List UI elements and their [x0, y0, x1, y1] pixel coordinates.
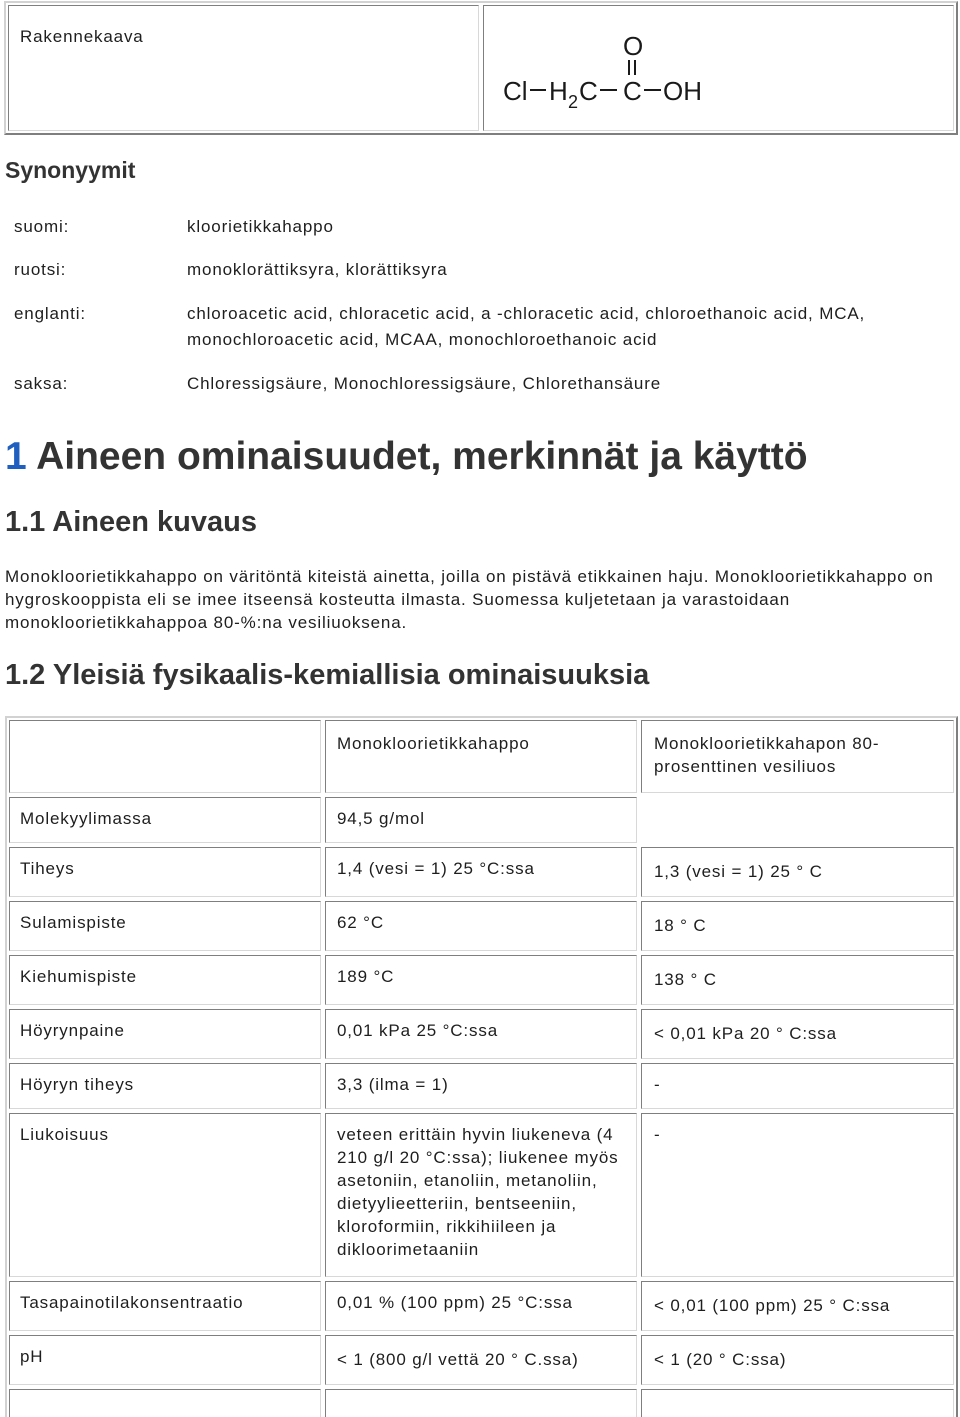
property-name-cell: Tiheys — [9, 847, 321, 897]
solution-value-cell: - — [641, 1063, 954, 1109]
solution-value-cell: 138 ° C — [641, 955, 954, 1005]
structure-label: Rakennekaava — [20, 27, 144, 46]
property-name-cell: Molekyylimassa — [9, 797, 321, 843]
section-number: 1 — [5, 435, 27, 478]
solution-empty-area — [641, 797, 954, 843]
pure-value-cell: 0,01 kPa 25 °C:ssa — [325, 1009, 637, 1059]
atom-cl: Cl — [503, 76, 528, 106]
pure-value-cell: 62 °C — [325, 901, 637, 951]
property-name-cell: Liukoisuus — [9, 1113, 321, 1277]
property-name-cell: Sulamispiste — [9, 901, 321, 951]
solution-value-cell: < 1 (20 ° C:ssa) — [641, 1335, 954, 1385]
property-name-cell: Höyryn tiheys — [9, 1063, 321, 1109]
header-empty-cell — [9, 720, 321, 793]
property-name-cell: Höyrynpaine — [9, 1009, 321, 1059]
structural-formula — [495, 30, 710, 115]
structure-label-cell — [8, 5, 479, 131]
property-name-cell: Kiehumispiste — [9, 955, 321, 1005]
empty-cell — [9, 1389, 321, 1417]
atom-o-carbonyl: O — [623, 31, 644, 61]
pure-value-cell: 94,5 g/mol — [325, 797, 637, 843]
property-name-cell: Tasapainotilakonsentraatio — [9, 1281, 321, 1331]
solution-value-cell: 18 ° C — [641, 901, 954, 951]
synonym-language: saksa: — [14, 374, 69, 393]
empty-cell — [641, 1389, 954, 1417]
atom-c-carbonyl: C — [623, 76, 642, 106]
synonym-names: chloroacetic acid, chloracetic acid, a -chloracetic acid, chloroethanoic acid, MCA, monochloroacetic acid, MCAA, monochloroethanoic acid — [187, 304, 866, 349]
section-1-heading — [5, 434, 808, 480]
synonym-names: monoklorättiksyra, klorättiksyra — [187, 260, 448, 279]
atom-h: H — [549, 76, 568, 106]
header-solution-cell: Monokloorietikkahapon 80-prosenttinen vesiliuos — [641, 720, 954, 793]
group-oh: OH — [663, 76, 702, 106]
section-1-2-heading: 1.2 Yleisiä fysikaalis-kemiallisia ominaisuuksia — [5, 659, 650, 691]
synonym-names: kloorietikkahappo — [187, 217, 334, 236]
pure-value-cell: 189 °C — [325, 955, 637, 1005]
header-pure-cell: Monokloorietikkahappo — [325, 720, 637, 793]
synonyms-heading: Synonyymit — [5, 157, 136, 183]
pure-value-cell: < 1 (800 g/l vettä 20 ° C.ssa) — [325, 1335, 637, 1385]
pure-value-cell: 1,4 (vesi = 1) 25 °C:ssa — [325, 847, 637, 897]
synonym-names: Chloressigsäure, Monochloressigsäure, Chlorethansäure — [187, 374, 662, 393]
section-title: Aineen ominaisuudet, merkinnät ja käyttö — [36, 435, 808, 478]
pure-value-cell: veteen erittäin hyvin liukeneva (4 210 g/l 20 °C:ssa); liukenee myös asetoniin, etanoliin, metanoliin, dietyylieetteriin, bentseeniin, kloroformiin, rikkihiileen ja dikloorimetaaniin — [325, 1113, 637, 1277]
structure-table — [4, 1, 958, 135]
synonym-language: ruotsi: — [14, 260, 67, 279]
solution-value-cell: - — [641, 1113, 954, 1277]
atom-c-methylene: C — [579, 76, 598, 106]
synonym-language: suomi: — [14, 217, 70, 236]
solution-value-cell: < 0,01 kPa 20 ° C:ssa — [641, 1009, 954, 1059]
properties-table — [5, 716, 958, 1417]
solution-value-cell: < 0,01 (100 ppm) 25 ° C:ssa — [641, 1281, 954, 1331]
section-1-1-heading: 1.1 Aineen kuvaus — [5, 506, 257, 538]
solution-value-cell: 1,3 (vesi = 1) 25 ° C — [641, 847, 954, 897]
structure-formula-cell — [483, 5, 954, 131]
subscript-2: 2 — [568, 92, 579, 112]
description-paragraph: Monokloorietikkahappo on väritöntä kiteistä ainetta, joilla on pistävä etikkainen haju. Monokloorietikkahappo on hygroskooppista eli se imee itseensä kosteutta ilmasta. Suomessa kuljetetaan ja varastoidaan monokloorietikkahappoa 80-%:na vesiliuoksena. — [5, 567, 934, 632]
pure-value-cell: 3,3 (ilma = 1) — [325, 1063, 637, 1109]
pure-value-cell: 0,01 % (100 ppm) 25 °C:ssa — [325, 1281, 637, 1331]
property-name-cell: pH — [9, 1335, 321, 1385]
empty-cell — [325, 1389, 637, 1417]
synonym-language: englanti: — [14, 304, 86, 323]
